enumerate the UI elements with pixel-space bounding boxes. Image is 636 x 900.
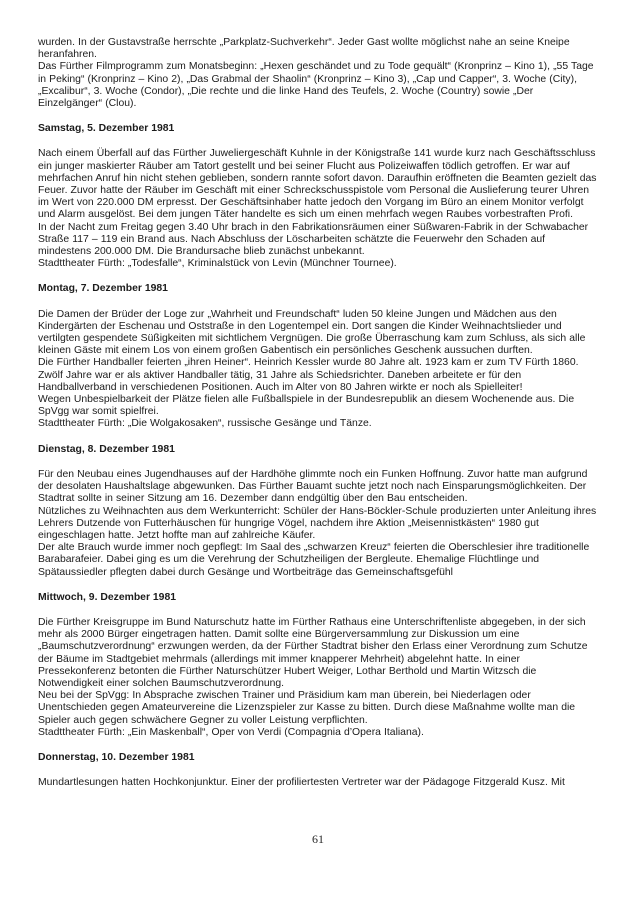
heading-dienstag-8-dezember: Dienstag, 8. Dezember 1981	[38, 443, 175, 455]
heading-donnerstag-10-dezember: Donnerstag, 10. Dezember 1981	[38, 751, 195, 763]
paragraph-barabarafeier: Der alte Brauch wurde immer noch gepflegt: Im Saal des „schwarzen Kreuz“ feierten die Oberschlesier ihre traditionelle Barabarafeier. Dabei ging es um die Verehrung der Schutzheiligen der Bergleute. Ehemalige Flüchtlinge und Spätaussiedler pflegten dabei durch Gesänge und Wortbeiträge das Gemeinschaftsgefühl	[38, 542, 590, 578]
paragraph-jugendhaus: Für den Neubau eines Jugendhauses auf der Hardhöhe glimmte noch ein Funken Hoffnung. Zuvor hatte man aufgrund der desolaten Haushaltslage abgewunken. Das Fürther Bauamt suchte jetzt noch nach Einsparungsmöglichkeiten. Der Stadtrat sollte in seiner Sitzung am 16. Dezember dann endgültig über den Bau entscheiden.	[38, 468, 588, 505]
paragraph-naturschutz: Die Fürther Kreisgruppe im Bund Naturschutz hatte im Fürther Rathaus eine Unterschriftenliste abgegeben, in der sich mehr als 2000 Bürger eingetragen hatten. Damit sollte eine Bürgerversammlung zur Diskussion um eine „Baumschutzverordnung“ erzwungen werden, da der Fürther Stadtrat bisher den Erlass einer Verordnung zum Schutze der Bäume im Stadtgebiet mehrmals (allerdings mit immer knapperer Mehrheit) abgelehnt hatte. In einer Pressekonferenz betonten die Fürther Naturschützer Hubert Weiger, Lothar Berthold und Martin Witzsch die Notwendigkeit einer solchen Baumschutzverordnung.	[38, 616, 588, 689]
paragraph-werkunterricht: Nützliches zu Weihnachten aus dem Werkunterricht: Schüler der Hans-Böckler-Schule produzierten unter Anleitung ihres Lehrers Dutzende von Futterhäuschen für hungrige Vögel, nachdem ihre Aktion „Meisennistkästen“ 1980 gut eingeschlagen hatte. Jetzt hoffte man auf zahlreiche Käufer.	[38, 505, 597, 541]
paragraph-brand-fabrik: In der Nacht zum Freitag gegen 3.40 Uhr brach in den Fabrikationsräumen einer Süßwaren-Fabrik in der Schwabacher Straße 117 – 119 ein Brand aus. Nach Abschluss der Löscharbeiten schätzte die Feuerwehr den Schaden auf mindestens 200.000 DM. Die Brandursache blieb zunächst unbekannt.	[38, 221, 589, 258]
paragraph-theater-todesfalle: Stadttheater Fürth: „Todesfalle“, Kriminalstück von Levin (Münchner Tournee).	[38, 258, 397, 270]
paragraph-loge-kinder: Die Damen der Brüder der Loge zur „Wahrheit und Freundschaft“ luden 50 kleine Jungen und Mädchen aus den Kindergärten der Eschenau und Oststraße in den Logentempel ein. Dort sangen die Kinder Weihnachtslieder und vertilgten gespendete Süßigkeiten mit sichtlichem Vergnügen. Die große Überraschung kam zum Schluss, als sich alle kleinen Gäste mit einem Los von einem großen Gabentisch ein persönliches Geschenk aussuchen durften.	[38, 308, 586, 357]
paragraph-mundartlesungen: Mundartlesungen hatten Hochkonjunktur. Einer der profiliertesten Vertreter war der Pädagoge Fitzgerald Kusz. Mit	[38, 777, 565, 789]
paragraph-theater-maskenball: Stadttheater Fürth: „Ein Maskenball“, Oper von Verdi (Compagnia d’Opera Italiana).	[38, 726, 424, 738]
paragraph-fussball-ausfall: Wegen Unbespielbarkeit der Plätze fielen alle Fußballspiele in der Bundesrepublik an diesem Wochenende aus. Die SpVgg war somit spielfrei.	[38, 394, 575, 418]
paragraph-ueberfall-juwelier: Nach einem Überfall auf das Fürther Juweliergeschäft Kuhnle in der Königstraße 141 wurde kurz nach Geschäftsschluss ein junger maskierter Räuber am Tatort gestellt und bei seiner Flucht aus Polizeiwaffen tödlich getroffen. Er war auf mehrfachen Anruf hin nicht stehen geblieben, sondern rannte sofort davon. Daraufhin eröffneten die Beamten gezielt das Feuer. Zuvor hatte der Räuber im Geschäft mit einer Schreckschusspistole vom Personal die Auslieferung teurer Uhren im Wert von 220.000 DM erpresst. Der Geschäftsinhaber hatte jedoch den Vorgang im Büro an einem Monitor verfolgt und Alarm ausgelöst. Bei dem jungen Täter handelte es sich um einen mehrfach wegen Raubes vorbestraften Profi.	[38, 148, 597, 221]
paragraph-theater-wolga: Stadttheater Fürth: „Die Wolgakosaken“, russische Gesänge und Tänze.	[38, 418, 372, 430]
paragraph-gustavstrasse: wurden. In der Gustavstraße herrschte „Parkplatz-Suchverkehr“. Jeder Gast wollte möglichst nahe an seine Kneipe heranfahren.	[38, 37, 570, 61]
page-number: 61	[312, 832, 324, 846]
heading-mittwoch-9-dezember: Mittwoch, 9. Dezember 1981	[38, 591, 177, 603]
paragraph-spvgg-lizenz: Neu bei der SpVgg: In Absprache zwischen Trainer und Präsidium kam man überein, bei Niederlagen oder Unentschieden gegen Amateurvereine die Lizenzspieler zur Kasse zu bitten. Durch diese Maßnahme wollte man die Spieler auch gegen schwächere Gegner zu voller Leistung verpflichten.	[38, 690, 576, 726]
paragraph-handballer-kessler: Die Fürther Handballer feierten „ihren Heiner“. Heinrich Kessler wurde 80 Jahre alt. 1923 kam er zum TV Fürth 1860. Zwölf Jahre war er als aktiver Handballer tätig, 31 Jahre als Schiedsrichter. Daneben arbeitete er für den Handballverband in verschiedenen Positionen. Auch im Alter von 80 Jahren wirkte er noch als Spielleiter!	[38, 357, 579, 393]
heading-samstag-5-dezember: Samstag, 5. Dezember 1981	[38, 123, 175, 135]
heading-montag-7-dezember: Montag, 7. Dezember 1981	[38, 283, 168, 295]
paragraph-filmprogramm: Das Fürther Filmprogramm zum Monatsbeginn: „Hexen geschändet und zu Tode gequält“ (Kronprinz – Kino 1), „55 Tage in Peking“ (Kronprinz – Kino 2), „Das Grabmal der Shaolin“ (Kronprinz – Kino 3), „Cap und Capper“, 3. Woche (City), „Excalibur“, 3. Woche (Condor), „Die rechte und die linke Hand des Teufels, 2. Woche (Country) sowie „Der Einzelgänger“ (Clou).	[38, 61, 594, 110]
